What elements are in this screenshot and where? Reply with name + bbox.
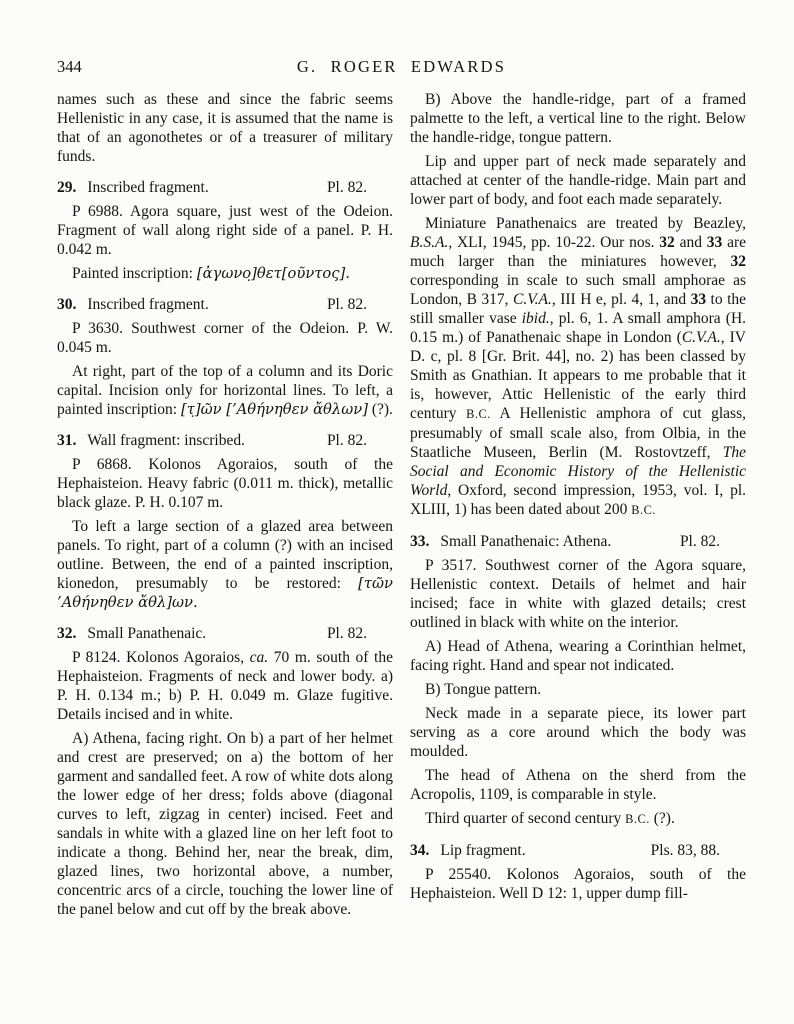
entry-plate: Pl. 82.	[326, 625, 367, 642]
entry-title: Wall fragment: inscribed.	[87, 432, 245, 449]
text-run: B.C.	[625, 812, 650, 826]
text-run: , III H e, pl. 4, 1, and	[551, 291, 691, 308]
text-run: , XLI, 1945, pp. 10-22. Our nos.	[448, 234, 660, 251]
entry-plate: Pl. 82.	[326, 296, 367, 313]
text-run: 33	[706, 234, 723, 251]
page-number: 344	[57, 57, 82, 76]
text-run: A) Head of Athena, wearing a Corinthian helmet, facing right. Hand and spear not indicated.	[410, 638, 746, 674]
entry-heading	[57, 431, 393, 450]
entry-heading	[410, 532, 746, 551]
entry-label	[57, 431, 245, 450]
text-run: [τῶν ’Αθήνηθεν ἄθλ]ων.	[57, 575, 393, 611]
entry-label	[57, 624, 206, 643]
paragraph	[410, 90, 746, 147]
entry-label	[57, 178, 209, 197]
entry-title: Lip fragment.	[440, 842, 526, 859]
text-run: B.S.A.	[410, 234, 449, 251]
paragraph	[410, 704, 746, 761]
paragraph	[57, 319, 393, 357]
text-run: C.V.A.	[512, 291, 552, 308]
entry-heading	[410, 841, 746, 860]
text-run: (?).	[367, 401, 393, 418]
text-run: Third quarter of second century	[425, 810, 626, 827]
paragraph	[410, 680, 746, 699]
text-run: B) Above the handle-ridge, part of a framed palmette to the left, a vertical line to the right. Below the handle-ridge, tongue pattern.	[410, 91, 746, 146]
text-run: names such as these and since the fabric seems Hellenistic in any case, it is assumed that the name is that of an agonothetes or of a treasurer of military funds.	[57, 91, 393, 165]
text-columns	[57, 90, 746, 919]
paragraph	[410, 214, 746, 520]
text-run: , pl. 6, 1. A small amphora (H. 0.15 m.) of Panathenaic shape in London (	[410, 310, 747, 346]
entry-number: 30.	[57, 296, 77, 313]
paragraph	[57, 90, 393, 166]
text-run: To left a large section of a glazed area between panels. To right, part of a column (?) with an incised outline. Between, the end of a painted inscription, kionedon, presumably to be restored:	[57, 518, 393, 592]
paragraph	[410, 865, 746, 903]
text-run: to the still smaller vase	[410, 291, 747, 327]
paragraph	[57, 729, 393, 919]
entry-number: 34.	[410, 842, 430, 859]
text-run: (?).	[649, 810, 675, 827]
text-run: , Oxford, second impression, 1953, vol. I, pl. XLIII, 1) has been dated about 200	[410, 482, 746, 518]
text-run: Lip and upper part of neck made separately and attached at center of the handle-ridge. Main part and lower part of body, and foot each made separately.	[410, 153, 746, 208]
text-run: , IV D. c, pl. 8 [Gr. Brit. 44], no. 2) has been classed by Smith as Gnathian. It appears to me probable that it is, however, Attic Hellenistic of the early third century	[410, 329, 746, 422]
text-run: Painted inscription:	[72, 265, 197, 282]
text-run: A Hellenistic amphora of cut glass, presumably of small scale also, from Olbia, in the Staatliche Museen, Berlin (M. Rostovtzeff,	[410, 405, 746, 461]
text-run: Neck made in a separate piece, its lower part serving as a core around which the body was moulded.	[410, 705, 746, 760]
paragraph	[57, 455, 393, 512]
paragraph	[57, 202, 393, 259]
entry-label	[410, 532, 611, 551]
entry-heading	[57, 178, 393, 197]
entry-plate: Pls. 83, 88.	[650, 842, 720, 859]
entry-title: Inscribed fragment.	[87, 296, 209, 313]
paragraph	[57, 264, 393, 283]
entry-heading	[57, 295, 393, 314]
entry-label	[410, 841, 526, 860]
entry-title: Small Panathenaic: Athena.	[440, 533, 612, 550]
text-run: are much larger than the miniatures however,	[410, 234, 747, 270]
text-run: [ἀγωνο̣]θετ[οῦντος].	[196, 265, 350, 282]
text-run: B) Tongue pattern.	[425, 681, 542, 698]
text-run: P 6868. Kolonos Agoraios, south of the Hephaisteion. Heavy fabric (0.011 m. thick), metallic black glaze. P. H. 0.107 m.	[57, 456, 393, 511]
right-column	[410, 90, 746, 919]
text-run: ca.	[249, 649, 269, 666]
entry-number: 33.	[410, 533, 430, 550]
page-header	[57, 57, 746, 79]
text-run: and	[674, 234, 707, 251]
entry-plate: Pl. 82.	[679, 533, 720, 550]
text-run: The Social and Economic History of the Hellenistic World	[410, 444, 746, 499]
left-column	[57, 90, 393, 919]
text-run: 32	[730, 253, 746, 270]
paragraph	[410, 556, 746, 632]
paragraph	[410, 766, 746, 804]
paragraph	[410, 152, 746, 209]
entry-plate: Pl. 82.	[326, 179, 367, 196]
text-run: B.C.	[466, 407, 491, 421]
text-run: The head of Athena on the sherd from the Acropolis, 1109, is comparable in style.	[410, 767, 746, 803]
text-run: ibid.	[521, 310, 550, 327]
paragraph	[57, 362, 393, 419]
text-run: P 25540. Kolonos Agoraios, south of the Hephaisteion. Well D 12: 1, upper dump fill-	[410, 866, 746, 902]
entry-number: 31.	[57, 432, 77, 449]
text-run: P 3630. Southwest corner of the Odeion. P. W. 0.045 m.	[57, 320, 393, 356]
running-head: G. ROGER EDWARDS	[296, 57, 507, 76]
text-run: At right, part of the top of a column and its Doric capital. Incision only for horizontal lines. To left, a painted inscription:	[57, 363, 393, 418]
text-run: P 8124. Kolonos Agoraios,	[72, 649, 250, 666]
paragraph	[410, 809, 746, 829]
text-run: corresponding in scale to such small amphorae as London, B 317,	[410, 272, 746, 308]
entry-number: 32.	[57, 625, 77, 642]
entry-title: Inscribed fragment.	[87, 179, 209, 196]
paragraph	[57, 517, 393, 612]
text-run: P 6988. Agora square, just west of the Odeion. Fragment of wall along right side of a panel. P. H. 0.042 m.	[57, 203, 393, 258]
text-run: A) Athena, facing right. On b) a part of her helmet and crest are preserved; on a) the bottom of her garment and sandalled feet. A row of white dots along the lower edge of her dress; folds above (diagonal curves to left, zigzag in center) incised. Feet and sandals in white with a glazed line on her left foot to indicate a thong. Behind her, near the break, dim, glazed lines, two horizontal above, a number, concentric arcs of a circle, touching the lower line of the panel below and cut off by the break above.	[57, 730, 393, 918]
paragraph	[410, 637, 746, 675]
text-run: B.C.	[631, 503, 656, 517]
entry-plate: Pl. 82.	[326, 432, 367, 449]
text-run: 32	[659, 234, 675, 251]
paragraph	[57, 648, 393, 724]
text-run: P 3517. Southwest corner of the Agora square, Hellenistic context. Details of helmet and hair incised; face in white with glazed details; crest outlined in black with white on the interior.	[410, 557, 746, 631]
text-run: 33	[690, 291, 707, 308]
text-run: Miniature Panathenaics are treated by Beazley,	[425, 215, 746, 232]
text-run: [τ̣]ῶν [’Αθήνηθεν ἄθλων]	[180, 401, 368, 418]
text-run: 70 m. south of the Hephaisteion. Fragments of neck and lower body. a) P. H. 0.134 m.; b) P. H. 0.049 m. Glaze fugitive. Details incised and in white.	[57, 649, 393, 723]
entry-label	[57, 295, 209, 314]
entry-heading	[57, 624, 393, 643]
entry-title: Small Panathenaic.	[87, 625, 207, 642]
entry-number: 29.	[57, 179, 77, 196]
text-run: C.V.A.	[681, 329, 721, 346]
